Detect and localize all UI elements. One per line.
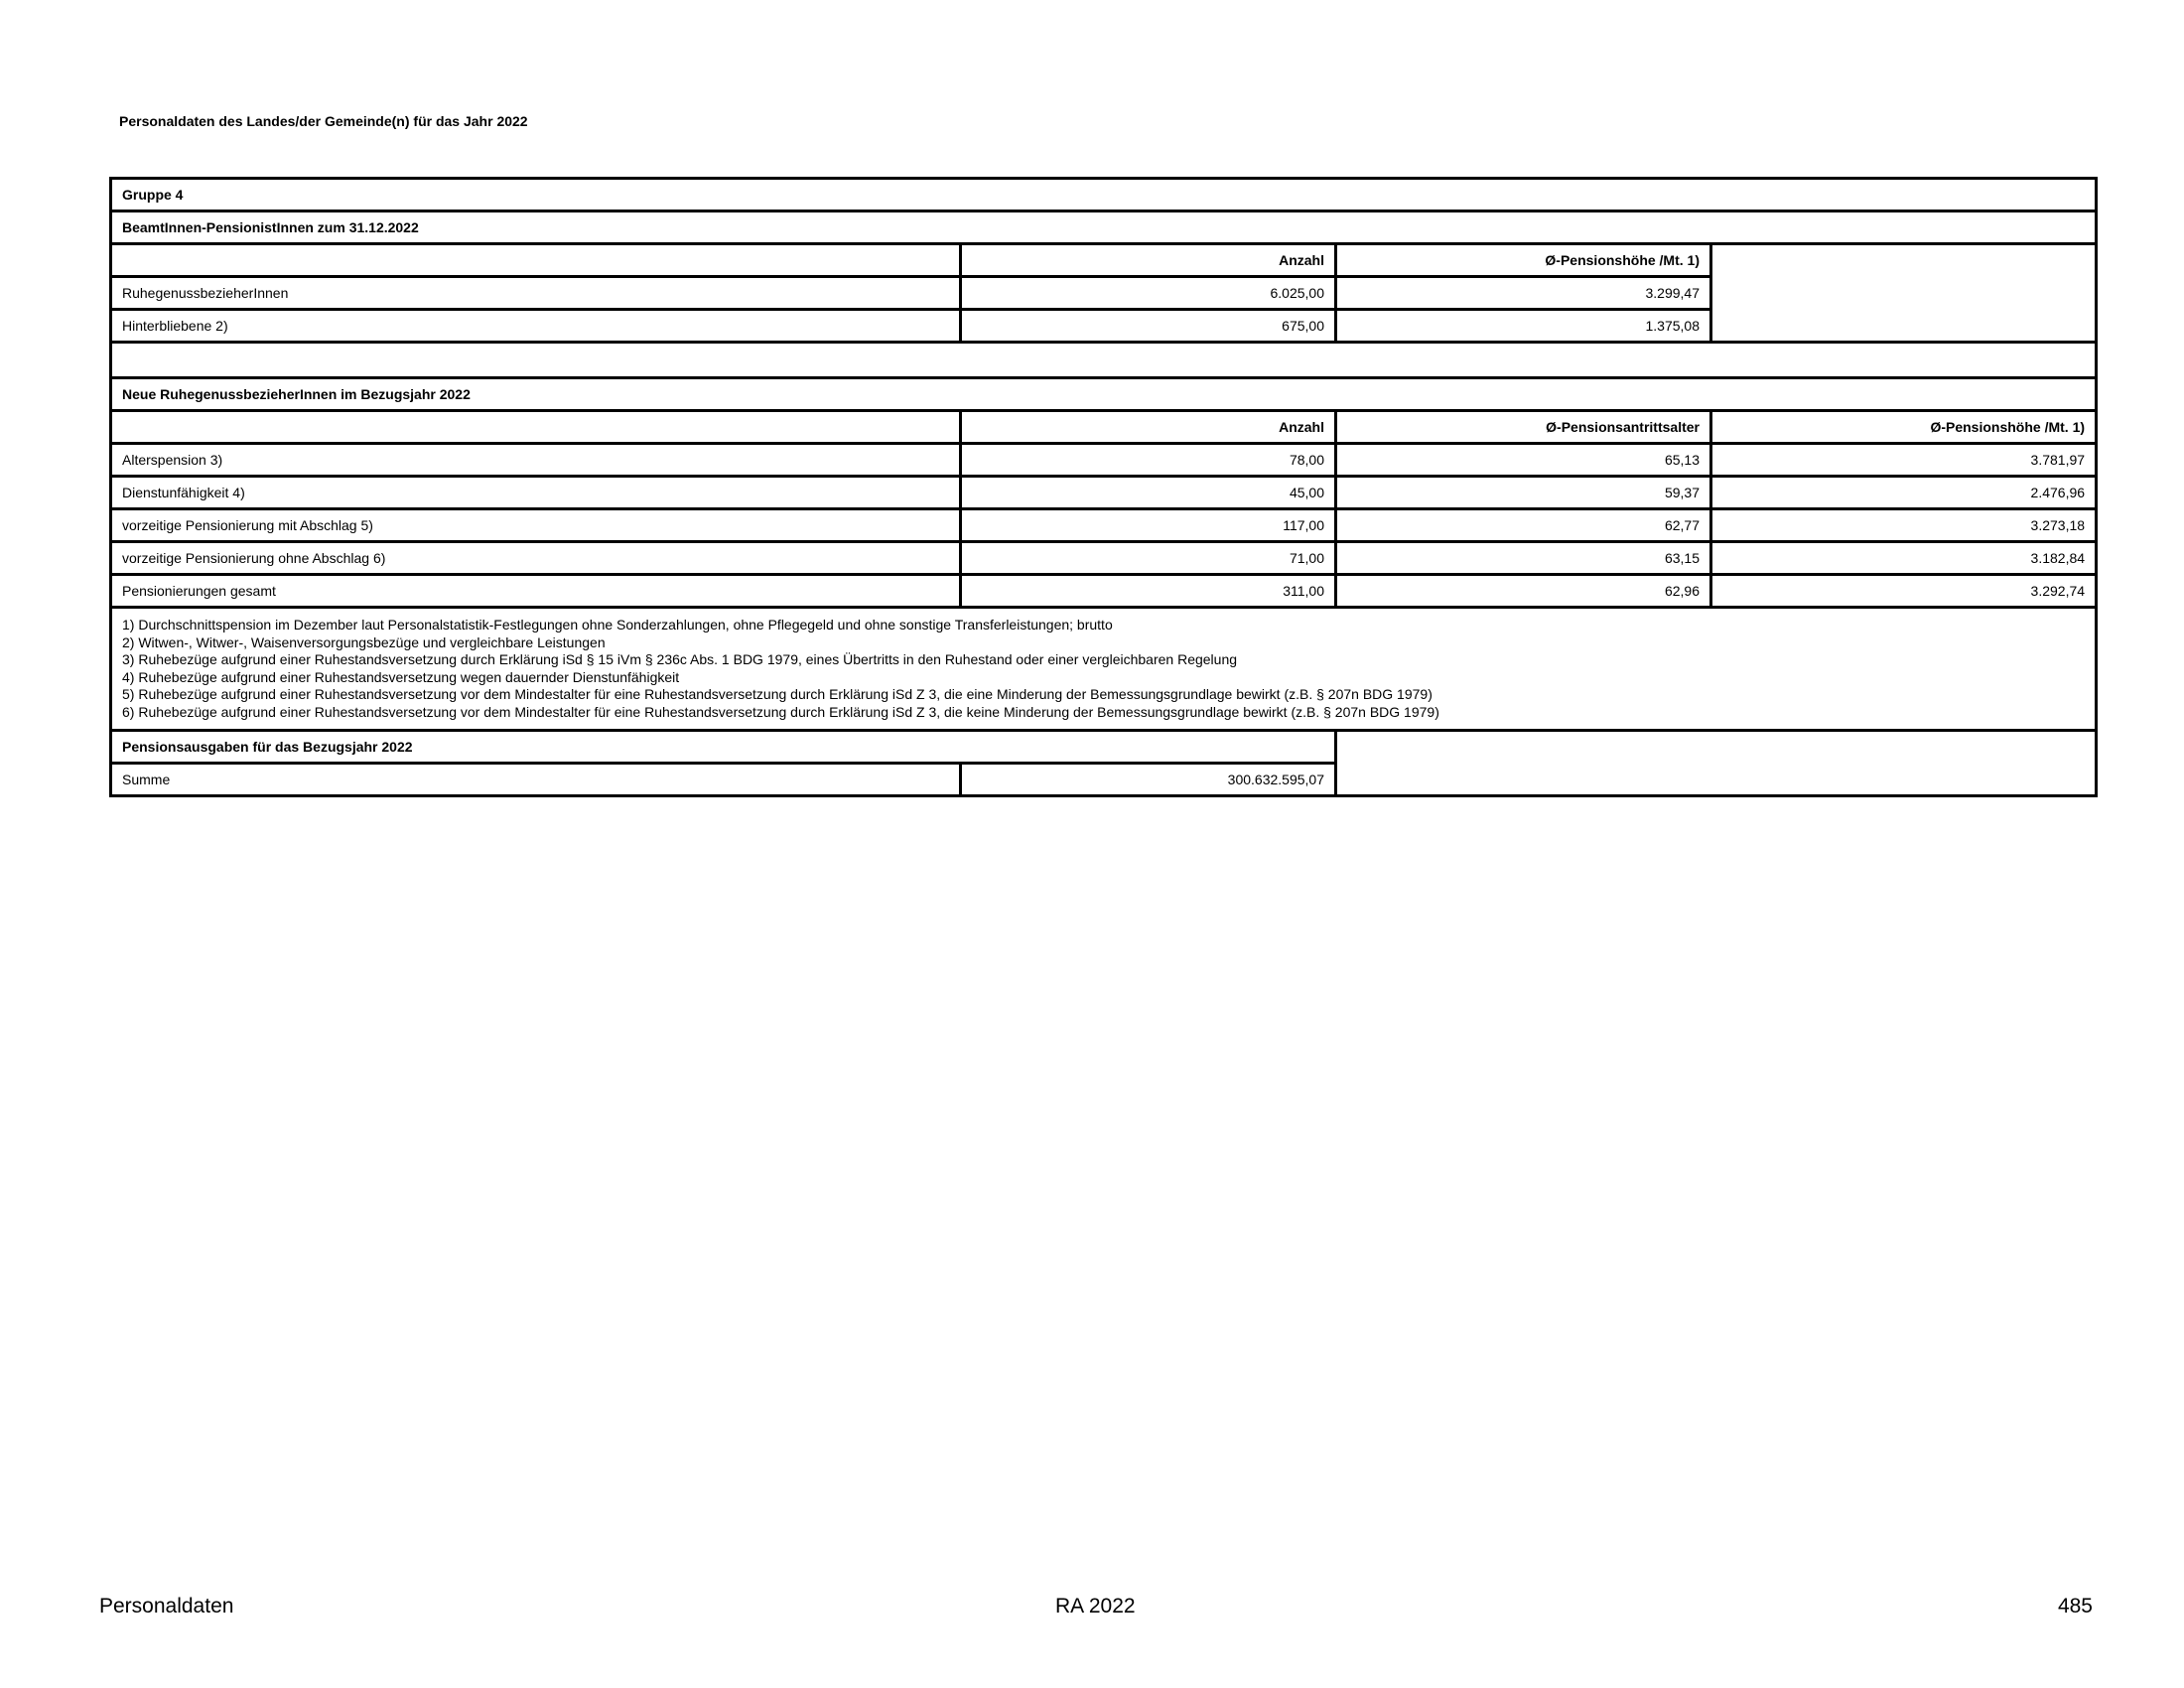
sum-value: 300.632.595,07 xyxy=(961,764,1336,796)
section-current-header-row xyxy=(111,244,2097,277)
cell-pensionshoehe: 2.476,96 xyxy=(1711,477,2097,509)
table-row xyxy=(111,542,2097,575)
column-header-pensionshoehe: Ø-Pensionshöhe /Mt. 1) xyxy=(1711,411,2097,444)
cell-anzahl: 117,00 xyxy=(961,509,1336,542)
footnotes-block xyxy=(111,608,2097,731)
row-label: Alterspension 3) xyxy=(111,444,961,477)
blank-side-cell xyxy=(1336,731,2097,796)
cell-pensionshoehe: 3.273,18 xyxy=(1711,509,2097,542)
cell-pensionshoehe: 3.781,97 xyxy=(1711,444,2097,477)
footnote: 5) Ruhebezüge aufgrund einer Ruhestandsversetzung vor dem Mindestalter für eine Ruhestandsversetzung durch Erklärung iSd Z 3, die eine Minderung der Bemessungsgrundlage bewirkt (z.B. § 207n BDG 1979) xyxy=(122,686,1433,702)
table-row xyxy=(111,444,2097,477)
cell-pensionshoehe: 1.375,08 xyxy=(1336,310,1711,343)
cell-antrittsalter: 62,96 xyxy=(1336,575,1711,608)
header-blank-cell xyxy=(111,244,961,277)
footer-left: Personaldaten xyxy=(99,1595,234,1618)
cell-antrittsalter: 65,13 xyxy=(1336,444,1711,477)
section-current-title: BeamtInnen-PensionistInnen zum 31.12.2022 xyxy=(111,211,2097,244)
row-label: vorzeitige Pensionierung mit Abschlag 5) xyxy=(111,509,961,542)
cell-antrittsalter: 63,15 xyxy=(1336,542,1711,575)
cell-antrittsalter: 59,37 xyxy=(1336,477,1711,509)
group-row xyxy=(111,179,2097,211)
spacer-cell xyxy=(111,343,2097,378)
cell-pensionshoehe: 3.299,47 xyxy=(1336,277,1711,310)
row-label: Pensionierungen gesamt xyxy=(111,575,961,608)
cell-anzahl: 311,00 xyxy=(961,575,1336,608)
column-header-pensionshoehe: Ø-Pensionshöhe /Mt. 1) xyxy=(1336,244,1711,277)
row-label: vorzeitige Pensionierung ohne Abschlag 6) xyxy=(111,542,961,575)
cell-pensionshoehe: 3.292,74 xyxy=(1711,575,2097,608)
column-header-antrittsalter: Ø-Pensionsantrittsalter xyxy=(1336,411,1711,444)
section-new-header-row xyxy=(111,411,2097,444)
header-blank-cell xyxy=(111,411,961,444)
cell-anzahl: 675,00 xyxy=(961,310,1336,343)
cell-pensionshoehe: 3.182,84 xyxy=(1711,542,2097,575)
section-new-title-row xyxy=(111,378,2097,411)
footnote: 1) Durchschnittspension im Dezember laut Personalstatistik-Festlegungen ohne Sonderzahlungen, ohne Pflegegeld und ohne sonstige Transferleistungen; brutto xyxy=(122,617,1113,633)
row-label: Dienstunfähigkeit 4) xyxy=(111,477,961,509)
table-row xyxy=(111,509,2097,542)
cell-anzahl: 45,00 xyxy=(961,477,1336,509)
row-label: RuhegenussbezieherInnen xyxy=(111,277,961,310)
cell-antrittsalter: 62,77 xyxy=(1336,509,1711,542)
personnel-data-table xyxy=(109,177,2098,797)
footnote: 3) Ruhebezüge aufgrund einer Ruhestandsversetzung durch Erklärung iSd § 15 iVm § 236c Abs. 1 BDG 1979, eines Übertritts in den Ruhestand oder einer vergleichbaren Regelung xyxy=(122,651,1238,667)
cell-anzahl: 71,00 xyxy=(961,542,1336,575)
cell-anzahl: 78,00 xyxy=(961,444,1336,477)
column-header-anzahl: Anzahl xyxy=(961,244,1336,277)
row-label: Hinterbliebene 2) xyxy=(111,310,961,343)
group-label: Gruppe 4 xyxy=(111,179,2097,211)
cell-anzahl: 6.025,00 xyxy=(961,277,1336,310)
expenses-title-row xyxy=(111,731,2097,764)
column-header-anzahl: Anzahl xyxy=(961,411,1336,444)
footnotes-row xyxy=(111,608,2097,731)
page-number: 485 xyxy=(2057,1595,2093,1618)
blank-side-cell xyxy=(1711,244,2097,343)
footnote: 6) Ruhebezüge aufgrund einer Ruhestandsversetzung vor dem Mindestalter für eine Ruhestandsversetzung durch Erklärung iSd Z 3, die keine Minderung der Bemessungsgrundlage bewirkt (z.B. § 207n BDG 1979) xyxy=(122,703,1439,720)
footnote: 4) Ruhebezüge aufgrund einer Ruhestandsversetzung wegen dauernder Dienstunfähigkeit xyxy=(122,668,680,685)
table-row xyxy=(111,477,2097,509)
section-new-title: Neue RuhegenussbezieherInnen im Bezugsjahr 2022 xyxy=(111,378,2097,411)
sum-label: Summe xyxy=(111,764,961,796)
spacer-row xyxy=(111,343,2097,378)
total-row xyxy=(111,575,2097,608)
document-title: Personaldaten des Landes/der Gemeinde(n) für das Jahr 2022 xyxy=(119,113,528,129)
footer-center: RA 2022 xyxy=(1055,1595,1136,1618)
section-current-title-row xyxy=(111,211,2097,244)
footnote: 2) Witwen-, Witwer-, Waisenversorgungsbezüge und vergleichbare Leistungen xyxy=(122,633,606,650)
expenses-title: Pensionsausgaben für das Bezugsjahr 2022 xyxy=(111,731,1336,764)
